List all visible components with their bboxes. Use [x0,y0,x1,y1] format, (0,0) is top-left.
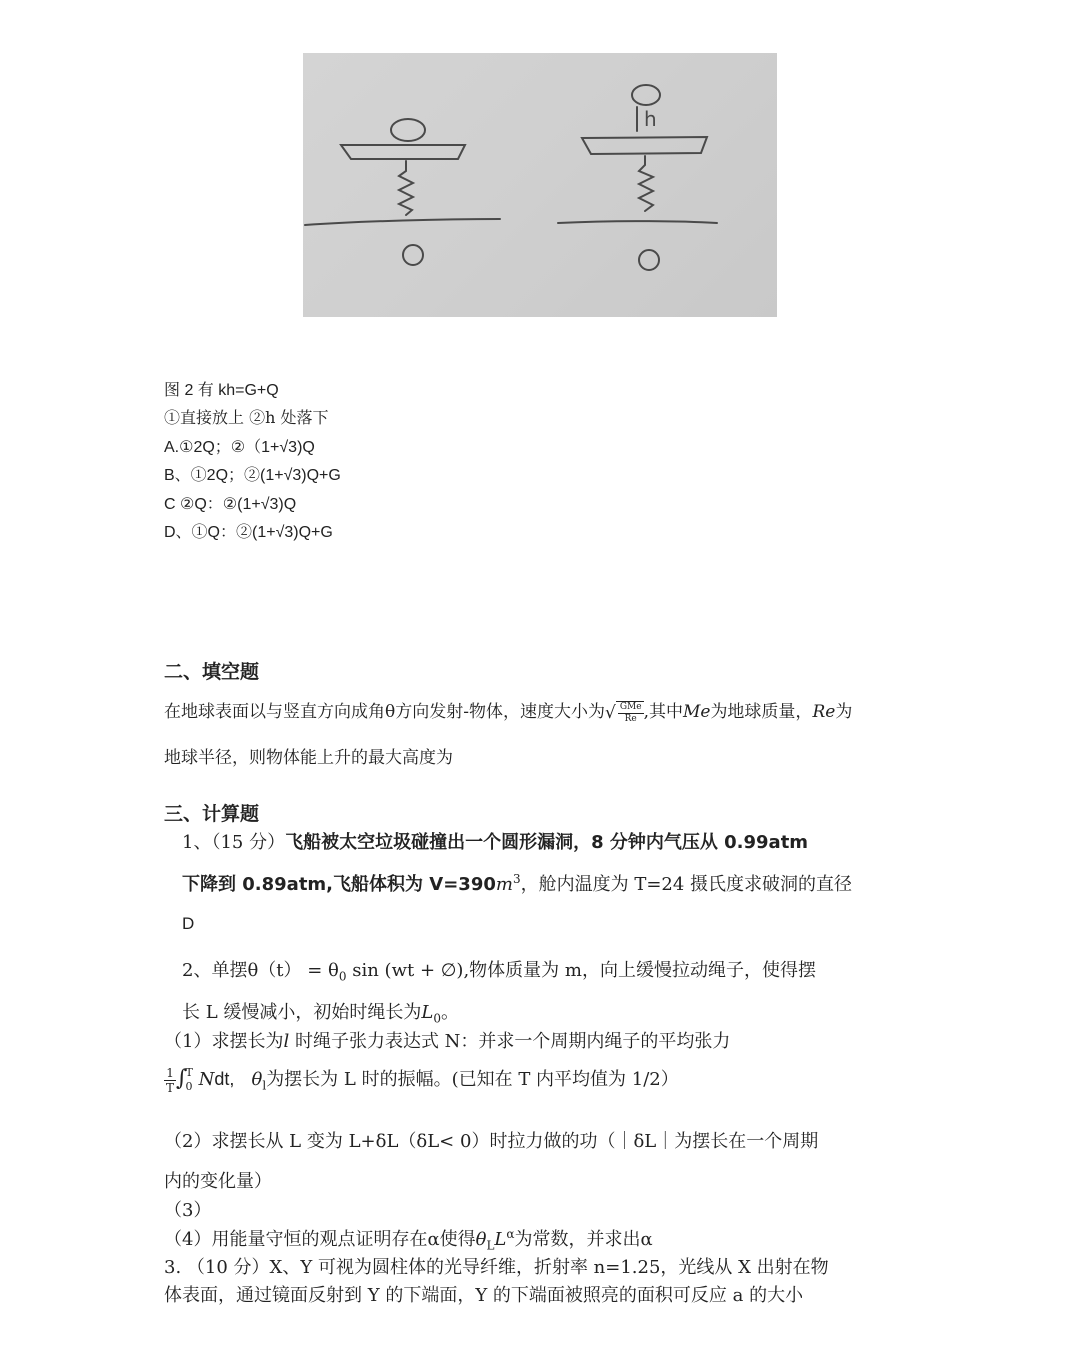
q2-part1-c: 为摆长为 L 时的振幅。(已知在 T 内平均值为 1/2） [266,1069,679,1090]
label-circle-1 [403,245,423,265]
ball-1 [391,119,425,141]
frac-one: 1 [164,1066,176,1081]
q2-part4-a: （4）用能量守恒的观点证明存在α使得 [164,1229,476,1250]
q2-text-c: 长 L 缓慢减小，初始时绳长为 [182,1002,422,1023]
q1-unit: m [495,874,513,895]
q1-line-3: D [182,914,195,933]
q2-part2-line-1: （2）求摆长从 L 变为 L+δL（δL< 0）时拉力做的功（｜δL｜为摆长在一个周期 [164,1131,819,1152]
velocity-fraction [618,702,644,725]
fill-heading: 二、填空题 [164,661,260,683]
one-over-t-fraction [164,1066,176,1095]
l0-subscript: 0 [433,1011,441,1026]
spring-platform-photo [303,53,777,317]
fill-question-line-1 [164,697,852,725]
q2-part4-b: 为常数，并求出α [514,1229,653,1250]
integral-sign: ∫ [176,1066,188,1091]
q1-number: 1、（15 分） [182,832,286,853]
fill-text-c: 为地球质量， [710,702,813,722]
ground-1 [305,219,500,225]
q1-line-1 [182,828,808,854]
mcq-line-2: ①直接放上 ②h 处落下 [164,408,329,427]
upper-limit: T [185,1066,193,1079]
spring-sketch [303,53,777,317]
earth-radius-symbol: Re [812,702,836,722]
lower-limit: 0 [185,1080,193,1093]
q2-sub-zero: 0 [338,969,347,984]
integral-dt: dt, [214,1069,235,1089]
theta-l-symbol: θ [251,1069,263,1090]
l0-symbol: L [421,1002,434,1023]
ground-2 [558,221,717,223]
q2-line-2 [182,998,459,1026]
platform-1 [341,145,465,159]
spring-1 [399,161,413,215]
q2-line-1 [182,956,816,984]
calc-heading: 三、计算题 [164,803,260,825]
q1-line-2 [182,870,852,896]
length-l-symbol: l [283,1031,290,1052]
sqrt-expression: √ $\frac{\text{GMe}}{Re}$ [604,701,642,724]
q2-text-c2: 。 [441,1002,459,1023]
q1-exponent: 3 [512,872,521,886]
q2-part1-b: 时绳子张力表达式 N：并求一个周期内绳子的平均张力 [289,1031,731,1052]
big-l-symbol: L [494,1229,507,1250]
theta-big-l-subscript: L [486,1238,495,1253]
fill-text-d: 为 [835,702,853,722]
integral-limits [185,1066,192,1094]
theta-l-subscript: l [262,1078,267,1093]
q2-part1-line-2 [164,1065,679,1095]
q2-text-b: sin (wt + ∅),物体质量为 m，向上缓慢拉动绳子，使得摆 [346,960,816,981]
fraction-numerator: GMe [619,701,642,712]
ball-2 [632,85,660,105]
q2-text-a: 2、单摆θ（t） = θ [182,960,339,981]
q2-part1-a: （1）求摆长为 [164,1031,284,1052]
earth-mass-symbol: Me [682,702,711,722]
q1-text-c: 下降到 0.89atm,飞船体积为 V=390 [182,874,496,895]
option-b: B、①2Q；②(1+√3)Q+G [164,467,341,484]
label-circle-2 [639,250,659,270]
q1-text-b: 飞船被太空垃圾碰撞出一个圆形漏洞，8 分钟内气压从 0.99atm [285,832,809,853]
fill-text-b: ,其中 [643,702,683,722]
theta-big-l-symbol: θ [475,1229,487,1250]
integrand-n: N [198,1069,215,1090]
option-c: C ②Q：②(1+√3)Q [164,496,297,513]
q2-part2-line-2: 内的变化量） [164,1171,272,1192]
fraction-denominator: Re [624,713,637,724]
q3-line-1: 3. （10 分）X、Y 可视为圆柱体的光导纤维，折射率 n=1.25，光线从 X 出射在物 [164,1257,829,1278]
platform-2 [582,137,707,154]
h-label: h [644,107,657,131]
alpha-exponent: α [506,1227,515,1241]
q2-part4 [164,1225,653,1253]
fill-text-a: 在地球表面以与竖直方向成角θ方向发射-物体，速度大小为 [164,702,605,722]
q3-line-2: 体表面，通过镜面反射到 Y 的下端面，Y 的下端面被照亮的面积可反应 a 的大小 [164,1285,804,1306]
q2-part3: （3） [164,1200,212,1221]
q1-text-d: ，舱内温度为 T=24 摄氏度求破洞的直径 [520,874,853,895]
q2-part1-line-1 [164,1027,730,1053]
fill-question-line-2: 地球半径，则物体能上升的最大高度为 [164,748,453,768]
frac-t: T [166,1080,175,1095]
spring-2 [639,156,653,211]
option-a: A.①2Q；②（1+√3)Q [164,439,315,456]
option-d: D、①Q：②(1+√3)Q+G [164,524,333,541]
mcq-line-1: 图 2 有 kh=G+Q [164,382,279,399]
